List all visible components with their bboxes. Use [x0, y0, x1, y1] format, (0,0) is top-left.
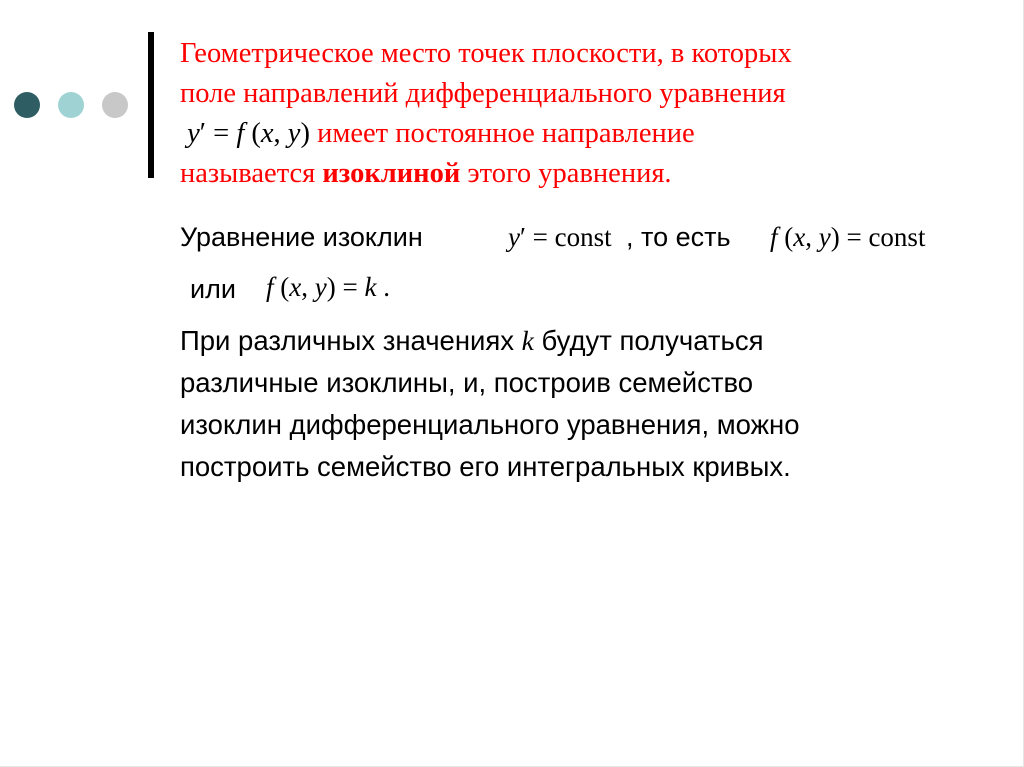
isocline-eq-1: y′ = const [508, 222, 612, 252]
decor-dot-light [58, 92, 84, 118]
paragraph-line-1: При различных значениях k будут получаться [180, 325, 764, 356]
isocline-label: Уравнение изоклин [180, 222, 423, 252]
explanation-paragraph [180, 320, 940, 488]
isocline-eq-3: f (x, y) = k . [266, 272, 390, 302]
paragraph-line-4: построить семейство его интегральных кривых. [180, 451, 791, 482]
title-line-3: y′ = f (x, y) имеет постоянное направление [187, 118, 695, 149]
decor-dot-gray [102, 92, 128, 118]
paragraph-line-2: различные изоклины, и, построив семейство [180, 367, 754, 398]
title-line-2: поле направлений дифференциального уравнения [180, 78, 786, 109]
isocline-eq-2: f (x, y) = const [770, 222, 926, 252]
or-label: или [190, 274, 236, 304]
title-line-1: Геометрическое место точек плоскости, в которых [180, 38, 792, 69]
title-equation: y′ = f (x, y) [187, 118, 310, 149]
decor-dot-dark [14, 92, 40, 118]
slide-title [180, 34, 980, 194]
title-line-4: называется изоклиной этого уравнения. [180, 158, 672, 189]
term-izoklina: изоклиной [322, 158, 461, 189]
isocline-connector: , то есть [626, 222, 731, 252]
accent-vertical-bar [148, 32, 154, 178]
paragraph-line-3: изоклин дифференциального уравнения, можно [180, 409, 800, 440]
